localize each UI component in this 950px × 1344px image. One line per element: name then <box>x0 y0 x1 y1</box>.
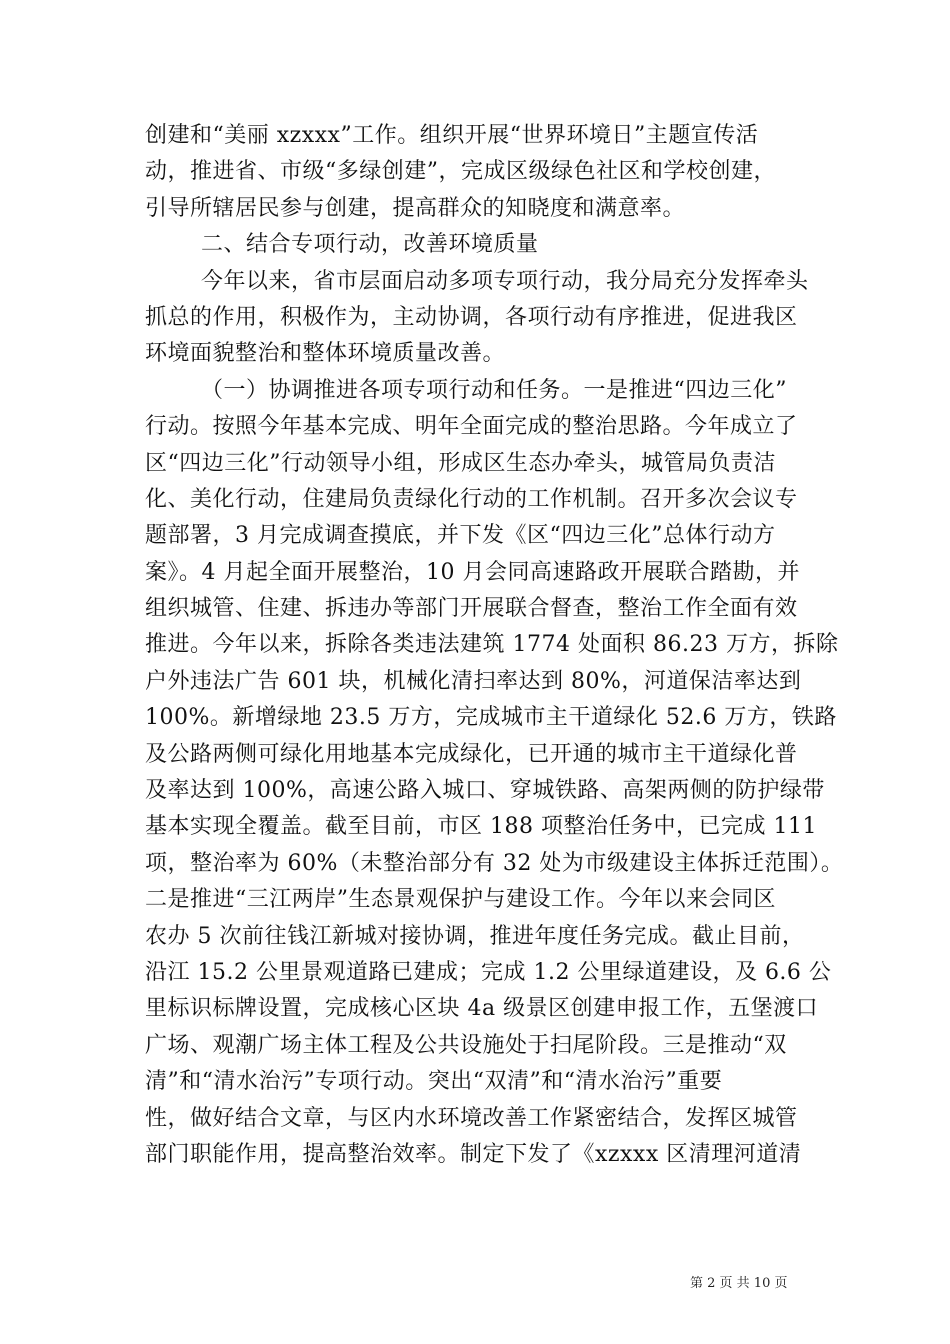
text-line: 抓总的作用，积极作为，主动协调，各项行动有序推进，促进我区 <box>145 304 798 330</box>
text-line: 区“四边三化”行动领导小组，形成区生态办牵头，城管局负责洁 <box>145 450 776 476</box>
text-line: 沿江 15.2 公里景观道路已建成；完成 1.2 公里绿道建设，及 6.6 公 <box>145 959 832 985</box>
section-heading: 二、结合专项行动，改善环境质量 <box>201 232 539 258</box>
text-line: （一）协调推进各项专项行动和任务。一是推进“四边三化” <box>201 377 787 403</box>
text-line: 部门职能作用，提高整治效率。制定下发了《xzxxx 区清理河道清 <box>145 1141 802 1167</box>
document-body <box>145 118 844 1173</box>
text-line: 今年以来，省市层面启动多项专项行动，我分局充分发挥牵头 <box>201 268 809 294</box>
text-line: 里标识标牌设置，完成核心区块 4a 级景区创建申报工作，五堡渡口 <box>145 996 819 1022</box>
text-line: 化、美化行动，住建局负责绿化行动的工作机制。召开多次会议专 <box>145 486 798 512</box>
text-line: 清”和“清水治污”专项行动。突出“双清”和“清水治污”重要 <box>145 1069 723 1095</box>
text-line: 100%。新增绿地 23.5 万方，完成城市主干道绿化 52.6 万方，铁路 <box>145 705 837 731</box>
text-line: 广场、观潮广场主体工程及公共设施处于扫尾阶段。三是推动“双 <box>145 1032 787 1058</box>
text-line: 环境面貌整治和整体环境质量改善。 <box>145 341 506 367</box>
page-number: 第 2 页 共 10 页 <box>690 1276 788 1291</box>
text-line: 户外违法广告 601 块，机械化清扫率达到 80%，河道保洁率达到 <box>145 668 802 694</box>
text-line: 推进。今年以来，拆除各类违法建筑 1774 处面积 86.23 万方，拆除 <box>145 632 839 658</box>
text-line: 基本实现全覆盖。截至目前，市区 188 项整治任务中，已完成 111 <box>145 814 817 840</box>
text-line: 题部署，3 月完成调查摸底，并下发《区“四边三化”总体行动方 <box>145 523 776 549</box>
text-line: 动，推进省、市级“多绿创建”，完成区级绿色社区和学校创建， <box>145 159 776 185</box>
text-line: 组织城管、住建、拆违办等部门开展联合督查，整治工作全面有效 <box>145 596 798 622</box>
text-line: 案》。4 月起全面开展整治，10 月会同高速路政开展联合踏勘，并 <box>145 559 800 585</box>
text-line: 农办 5 次前往钱江新城对接协调，推进年度任务完成。截止目前， <box>145 923 805 949</box>
text-line: 引导所辖居民参与创建，提高群众的知晓度和满意率。 <box>145 195 686 221</box>
text-line: 性，做好结合文章，与区内水环境改善工作紧密结合，发挥区城管 <box>145 1105 798 1131</box>
text-line: 及率达到 100%，高速公路入城口、穿城铁路、高架两侧的防护绿带 <box>145 778 825 804</box>
text-line: 项，整治率为 60%（未整治部分有 32 处为市级建设主体拆迁范围）。 <box>145 850 844 876</box>
text-line: 及公路两侧可绿化用地基本完成绿化，已开通的城市主干道绿化普 <box>145 741 798 767</box>
text-line: 二是推进“三江两岸”生态景观保护与建设工作。今年以来会同区 <box>145 887 776 913</box>
text-line: 行动。按照今年基本完成、明年全面完成的整治思路。今年成立了 <box>145 414 798 440</box>
text-line: 创建和“美丽 xzxxx”工作。组织开展“世界环境日”主题宣传活 <box>145 123 759 148</box>
